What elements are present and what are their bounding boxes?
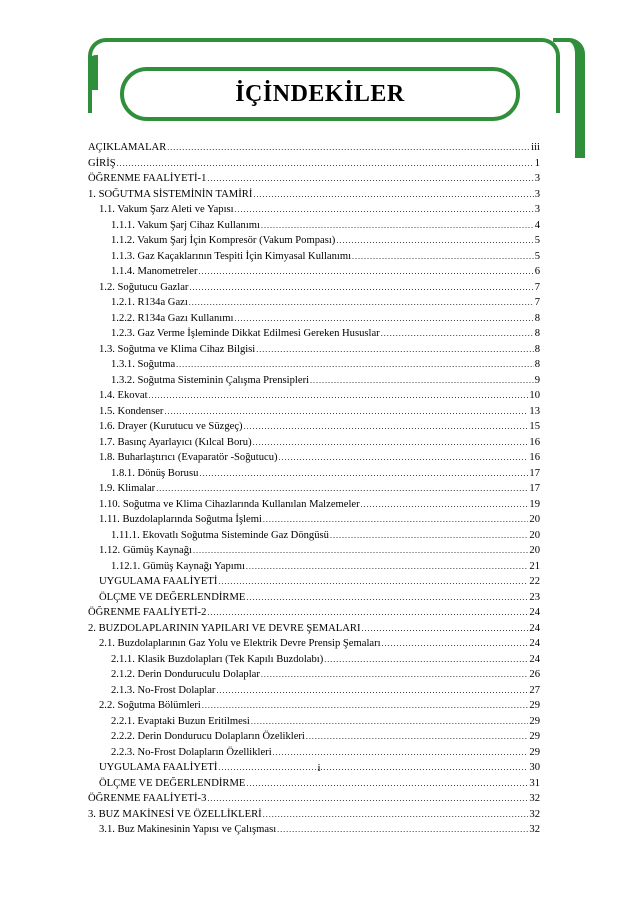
- toc-entry-page: 32: [529, 808, 540, 820]
- toc-entry-page: 30: [529, 762, 540, 773]
- dot-leader: [261, 667, 529, 683]
- toc-entry[interactable]: [88, 745, 540, 761]
- toc-entry-label: 1.12.1. Gümüş Kaynağı Yapımı: [111, 560, 245, 572]
- toc-entry-label: 1.8. Buharlaştırıcı (Evaparatör -Soğutucu): [99, 452, 278, 463]
- toc-entry-label: 1.12. Gümüş Kaynağı: [99, 545, 192, 556]
- toc-entry-page: 20: [529, 529, 540, 541]
- toc-entry-page: 16: [529, 452, 540, 463]
- toc-entry-page: 24: [529, 653, 540, 665]
- toc-entry-page: 24: [529, 607, 540, 618]
- toc-entry-page: 3: [534, 173, 540, 184]
- toc-entry-label: 1.1. Vakum Şarz Aleti ve Yapısı: [99, 204, 234, 215]
- dot-leader: [189, 280, 533, 296]
- dot-leader: [277, 822, 528, 838]
- toc-entry-page: 21: [529, 560, 540, 572]
- toc-entry[interactable]: [88, 357, 540, 373]
- header-frame-left: [88, 55, 98, 90]
- toc-entry[interactable]: [88, 373, 540, 389]
- toc-entry[interactable]: [88, 667, 540, 683]
- toc-entry-page: 10: [529, 390, 540, 401]
- dot-leader: [216, 683, 528, 699]
- toc-entry-label: 1.9. Klimalar: [99, 483, 156, 494]
- toc-entry[interactable]: [88, 776, 540, 792]
- toc-entry-page: 31: [529, 777, 540, 789]
- toc-entry-label: 2.1. Buzdolaplarının Gaz Yolu ve Elektrik Devre Prensip Şemaları: [99, 638, 381, 649]
- toc-entry[interactable]: [88, 404, 540, 420]
- toc-entry[interactable]: [88, 435, 540, 451]
- dot-leader: [381, 326, 534, 342]
- toc-entry[interactable]: [88, 156, 540, 172]
- dot-leader: [263, 512, 529, 528]
- toc-entry-page: 22: [529, 576, 540, 587]
- toc-entry-page: 29: [529, 731, 540, 742]
- dot-leader: [156, 481, 528, 497]
- toc-entry[interactable]: [88, 791, 540, 807]
- toc-entry-page: 32: [529, 793, 540, 804]
- toc-entry-page: 19: [529, 498, 540, 510]
- toc-entry-label: 2. BUZDOLAPLARININ YAPILARI VE DEVRE ŞEMALARI: [88, 622, 361, 634]
- toc-entry[interactable]: [88, 342, 540, 358]
- toc-entry-label: GİRİŞ: [88, 157, 116, 169]
- dot-leader: [244, 419, 529, 435]
- toc-entry[interactable]: [88, 295, 540, 311]
- header-frame-right: [553, 38, 585, 158]
- table-of-contents: [88, 140, 540, 838]
- toc-entry-page: 1: [534, 157, 540, 169]
- toc-entry[interactable]: [88, 202, 540, 218]
- toc-entry-label: 1.11.1. Ekovatlı Soğutma Sisteminde Gaz Döngüsü: [111, 529, 329, 541]
- dot-leader: [256, 342, 533, 358]
- toc-entry[interactable]: [88, 807, 540, 823]
- dot-leader: [336, 233, 533, 249]
- dot-leader: [261, 218, 534, 234]
- toc-entry-page: 13: [529, 405, 540, 417]
- page-number: i: [317, 762, 321, 774]
- toc-entry-page: 8: [534, 312, 540, 324]
- dot-leader: [324, 652, 528, 668]
- toc-entry-label: 1.2.2. R134a Gazı Kullanımı: [111, 312, 234, 324]
- dot-leader: [176, 357, 534, 373]
- dot-leader: [273, 745, 529, 761]
- toc-entry-label: 1.3.2. Soğutma Sisteminin Çalışma Prensipleri: [111, 374, 310, 386]
- dot-leader: [189, 295, 534, 311]
- dot-leader: [199, 264, 534, 280]
- toc-entry-label: 1.1.4. Manometreler: [111, 266, 198, 277]
- toc-entry[interactable]: [88, 388, 540, 404]
- dot-leader: [246, 590, 528, 606]
- dot-leader: [193, 543, 528, 559]
- toc-entry[interactable]: [88, 574, 540, 590]
- toc-entry-page: 5: [534, 235, 540, 246]
- dot-leader: [202, 698, 529, 714]
- toc-entry-page: 9: [534, 374, 540, 386]
- toc-entry-label: 1.8.1. Dönüş Borusu: [111, 467, 199, 479]
- toc-entry-label: 1.2.3. Gaz Verme İşleminde Dikkat Edilmesi Gereken Hususlar: [111, 328, 380, 339]
- dot-leader: [235, 202, 534, 218]
- toc-entry-label: 1.1.2. Vakum Şarj İçin Kompresör (Vakum Pompası): [111, 235, 336, 246]
- toc-entry-page: 29: [529, 715, 540, 727]
- toc-entry-label: 2.1.3. No-Frost Dolaplar: [111, 684, 216, 696]
- page-title: İÇİNDEKİLER: [235, 80, 405, 107]
- toc-entry-label: 1. SOĞUTMA SİSTEMİNİN TAMİRİ: [88, 188, 253, 200]
- toc-entry-page: 24: [529, 638, 540, 649]
- title-banner: [120, 67, 520, 121]
- dot-leader: [361, 497, 529, 513]
- dot-leader: [279, 450, 529, 466]
- toc-entry-label: 2.1.1. Klasik Buzdolapları (Tek Kapılı Buzdolabı): [111, 653, 324, 665]
- toc-entry[interactable]: [88, 605, 540, 621]
- dot-leader: [306, 729, 529, 745]
- dot-leader: [251, 714, 529, 730]
- dot-leader: [253, 187, 533, 203]
- toc-entry[interactable]: [88, 698, 540, 714]
- toc-entry[interactable]: [88, 590, 540, 606]
- dot-leader: [207, 791, 528, 807]
- toc-entry-label: 2.2.1. Evaptaki Buzun Eritilmesi: [111, 715, 250, 727]
- toc-entry-label: 2.2. Soğutma Bölümleri: [99, 700, 201, 711]
- toc-entry-label: 1.3.1. Soğutma: [111, 359, 176, 370]
- toc-entry-label: 3. BUZ MAKİNESİ VE ÖZELLİKLERİ: [88, 808, 262, 820]
- toc-entry-label: 1.2. Soğutucu Gazlar: [99, 281, 189, 293]
- toc-entry-label: 3.1. Buz Makinesinin Yapısı ve Çalışması: [99, 824, 277, 835]
- toc-entry-page: 6: [534, 266, 540, 277]
- toc-entry-label: ÖĞRENME FAALİYETİ-1: [88, 173, 207, 184]
- dot-leader: [199, 466, 528, 482]
- toc-entry-label: 1.5. Kondenser: [99, 405, 164, 417]
- toc-entry-page: 7: [534, 297, 540, 308]
- toc-entry[interactable]: [88, 187, 540, 203]
- toc-entry-label: 1.4. Ekovat: [99, 390, 148, 401]
- toc-entry-label: ÖĞRENME FAALİYETİ-2: [88, 607, 207, 618]
- dot-leader: [352, 249, 534, 265]
- toc-entry-page: 27: [529, 684, 540, 696]
- toc-entry-page: 32: [529, 824, 540, 835]
- toc-entry[interactable]: [88, 466, 540, 482]
- toc-entry-page: 5: [534, 250, 540, 262]
- dot-leader: [164, 404, 528, 420]
- toc-entry-label: ÖLÇME VE DEĞERLENDİRME: [99, 777, 246, 789]
- toc-entry[interactable]: [88, 528, 540, 544]
- toc-entry[interactable]: [88, 822, 540, 838]
- toc-entry[interactable]: [88, 171, 540, 187]
- toc-entry[interactable]: [88, 729, 540, 745]
- toc-entry[interactable]: [88, 218, 540, 234]
- toc-entry-page: 4: [534, 219, 540, 231]
- toc-entry-page: 23: [529, 591, 540, 603]
- toc-entry-label: 1.2.1. R134a Gazı: [111, 297, 188, 308]
- toc-entry-page: 26: [529, 669, 540, 680]
- toc-entry-label: 1.3. Soğutma ve Klima Cihaz Bilgisi: [99, 343, 256, 355]
- toc-entry[interactable]: [88, 249, 540, 265]
- toc-entry[interactable]: [88, 636, 540, 652]
- dot-leader: [382, 636, 529, 652]
- toc-entry-page: 8: [534, 328, 540, 339]
- toc-entry-label: UYGULAMA FAALİYETİ: [99, 762, 218, 773]
- toc-entry-label: 2.1.2. Derin Donduruculu Dolaplar: [111, 669, 260, 680]
- toc-entry-label: 2.2.3. No-Frost Dolapların Özellikleri: [111, 746, 272, 758]
- toc-entry-page: 8: [534, 359, 540, 370]
- toc-entry[interactable]: [88, 311, 540, 327]
- dot-leader: [207, 605, 528, 621]
- dot-leader: [234, 311, 533, 327]
- toc-entry[interactable]: [88, 450, 540, 466]
- dot-leader: [246, 776, 528, 792]
- toc-entry[interactable]: [88, 621, 540, 637]
- toc-entry[interactable]: [88, 419, 540, 435]
- toc-entry[interactable]: [88, 280, 540, 296]
- toc-entry[interactable]: [88, 559, 540, 575]
- toc-entry[interactable]: [88, 652, 540, 668]
- dot-leader: [218, 574, 528, 590]
- toc-entry-label: ÖLÇME VE DEĞERLENDİRME: [99, 591, 246, 603]
- toc-entry[interactable]: [88, 714, 540, 730]
- toc-entry-label: AÇIKLAMALAR: [88, 142, 167, 153]
- toc-entry-label: 2.2.2. Derin Dondurucu Dolapların Özelikleri: [111, 731, 305, 742]
- toc-entry-page: 15: [529, 421, 540, 432]
- dot-leader: [253, 435, 529, 451]
- toc-entry-page: 3: [534, 188, 540, 200]
- toc-entry-page: 7: [534, 281, 540, 293]
- dot-leader: [330, 528, 528, 544]
- toc-entry-label: UYGULAMA FAALİYETİ: [99, 576, 218, 587]
- toc-entry[interactable]: [88, 140, 540, 156]
- dot-leader: [207, 171, 533, 187]
- toc-entry-page: 20: [529, 514, 540, 525]
- toc-entry-page: iii: [531, 142, 540, 153]
- dot-leader: [310, 373, 534, 389]
- dot-leader: [117, 156, 534, 172]
- toc-entry[interactable]: [88, 497, 540, 513]
- toc-entry-page: 16: [529, 436, 540, 448]
- toc-entry[interactable]: [88, 481, 540, 497]
- toc-entry-page: 29: [529, 700, 540, 711]
- toc-entry-page: 3: [534, 204, 540, 215]
- dot-leader: [149, 388, 529, 404]
- toc-entry-label: 1.1.1. Vakum Şarj Cihaz Kullanımı: [111, 219, 260, 231]
- dot-leader: [362, 621, 529, 637]
- toc-entry-label: ÖĞRENME FAALİYETİ-3: [88, 793, 207, 804]
- dot-leader: [167, 140, 530, 156]
- toc-entry-page: 24: [529, 622, 540, 634]
- toc-entry[interactable]: [88, 683, 540, 699]
- dot-leader: [263, 807, 529, 823]
- toc-entry[interactable]: [88, 543, 540, 559]
- toc-entry[interactable]: [88, 326, 540, 342]
- toc-entry-page: 17: [529, 467, 540, 479]
- toc-entry-label: 1.6. Drayer (Kurutucu ve Süzgeç): [99, 421, 243, 432]
- toc-entry-label: 1.1.3. Gaz Kaçaklarının Tespiti İçin Kimyasal Kullanımı: [111, 250, 352, 262]
- toc-entry-page: 17: [529, 483, 540, 494]
- toc-entry[interactable]: [88, 264, 540, 280]
- toc-entry-label: 1.7. Basınç Ayarlayıcı (Kılcal Boru): [99, 436, 252, 448]
- toc-entry-label: 1.10. Soğutma ve Klima Cihazlarında Kullanılan Malzemeler: [99, 498, 360, 510]
- toc-entry-page: 20: [529, 545, 540, 556]
- toc-entry[interactable]: [88, 512, 540, 528]
- dot-leader: [246, 559, 529, 575]
- toc-entry[interactable]: [88, 233, 540, 249]
- toc-entry-page: 29: [529, 746, 540, 758]
- toc-entry-label: 1.11. Buzdolaplarında Soğutma İşlemi: [99, 514, 262, 525]
- toc-entry-page: 8: [534, 343, 540, 355]
